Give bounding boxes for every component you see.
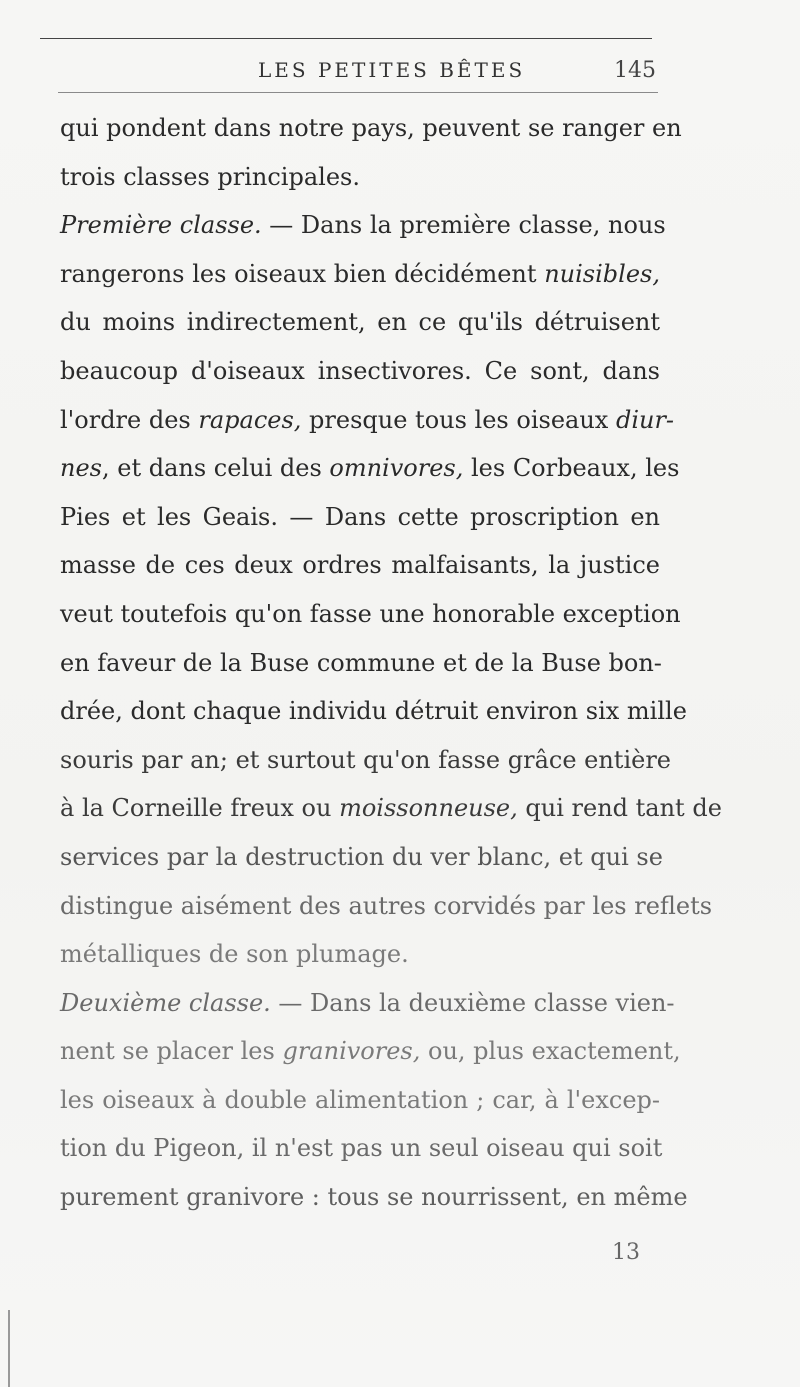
- section-heading-deuxieme: Deuxième classe.: [60, 988, 271, 1017]
- page-edge-mark: [8, 1310, 10, 1387]
- text-line: Deuxième classe. — Dans la deuxième classe vien-: [60, 988, 675, 1017]
- text-line: nes, et dans celui des omnivores, les Corbeaux, les: [60, 454, 680, 483]
- text-line: tion du Pigeon, il n'est pas un seul oiseau qui soit: [60, 1134, 663, 1163]
- text-line: les oiseaux à double alimentation ; car, à l'excep-: [60, 1085, 660, 1114]
- text-line: souris par an; et surtout qu'on fasse grâce entière: [60, 745, 672, 774]
- text-line: masse de ces deux ordres malfaisants, la justice: [60, 551, 660, 580]
- text-line: distingue aisément des autres corvidés par les reflets: [60, 891, 713, 920]
- text-line: veut toutefois qu'on fasse une honorable exception: [60, 599, 681, 628]
- text-line: en faveur de la Buse commune et de la Buse bon-: [60, 648, 662, 677]
- page-number: 145: [614, 58, 656, 83]
- text-line: qui pondent dans notre pays, peuvent se ranger en: [60, 114, 682, 142]
- text-line: services par la destruction du ver blanc, et qui se: [60, 842, 663, 871]
- text-line: nent se placer les granivores, ou, plus exactement,: [60, 1037, 681, 1066]
- text-line: rangerons les oiseaux bien décidément nuisibles,: [60, 259, 660, 288]
- top-rule: [40, 38, 652, 39]
- text-line: à la Corneille freux ou moissonneuse, qui rend tant de: [60, 794, 722, 823]
- printer-signature: 13: [612, 1240, 640, 1265]
- text-line: l'ordre des rapaces, presque tous les oiseaux diur-: [60, 405, 675, 434]
- text-line: du moins indirectement, en ce qu'ils détruisent: [60, 308, 660, 337]
- text-line: Première classe. — Dans la première classe, nous: [60, 211, 666, 240]
- section-heading-premiere: Première classe.: [60, 211, 262, 240]
- running-title: LES PETITES BÊTES: [258, 58, 526, 82]
- body-text: [60, 104, 722, 1222]
- text-line: métalliques de son plumage.: [60, 940, 409, 969]
- running-head: [60, 58, 660, 90]
- head-rule: [58, 92, 658, 93]
- text-line: beaucoup d'oiseaux insectivores. Ce sont, dans: [60, 356, 660, 385]
- text-line: Pies et les Geais. — Dans cette proscription en: [60, 502, 660, 531]
- text-line: drée, dont chaque individu détruit environ six mille: [60, 697, 687, 726]
- text-line: purement granivore : tous se nourrissent, en même: [60, 1183, 688, 1212]
- text-line: trois classes principales.: [60, 162, 360, 191]
